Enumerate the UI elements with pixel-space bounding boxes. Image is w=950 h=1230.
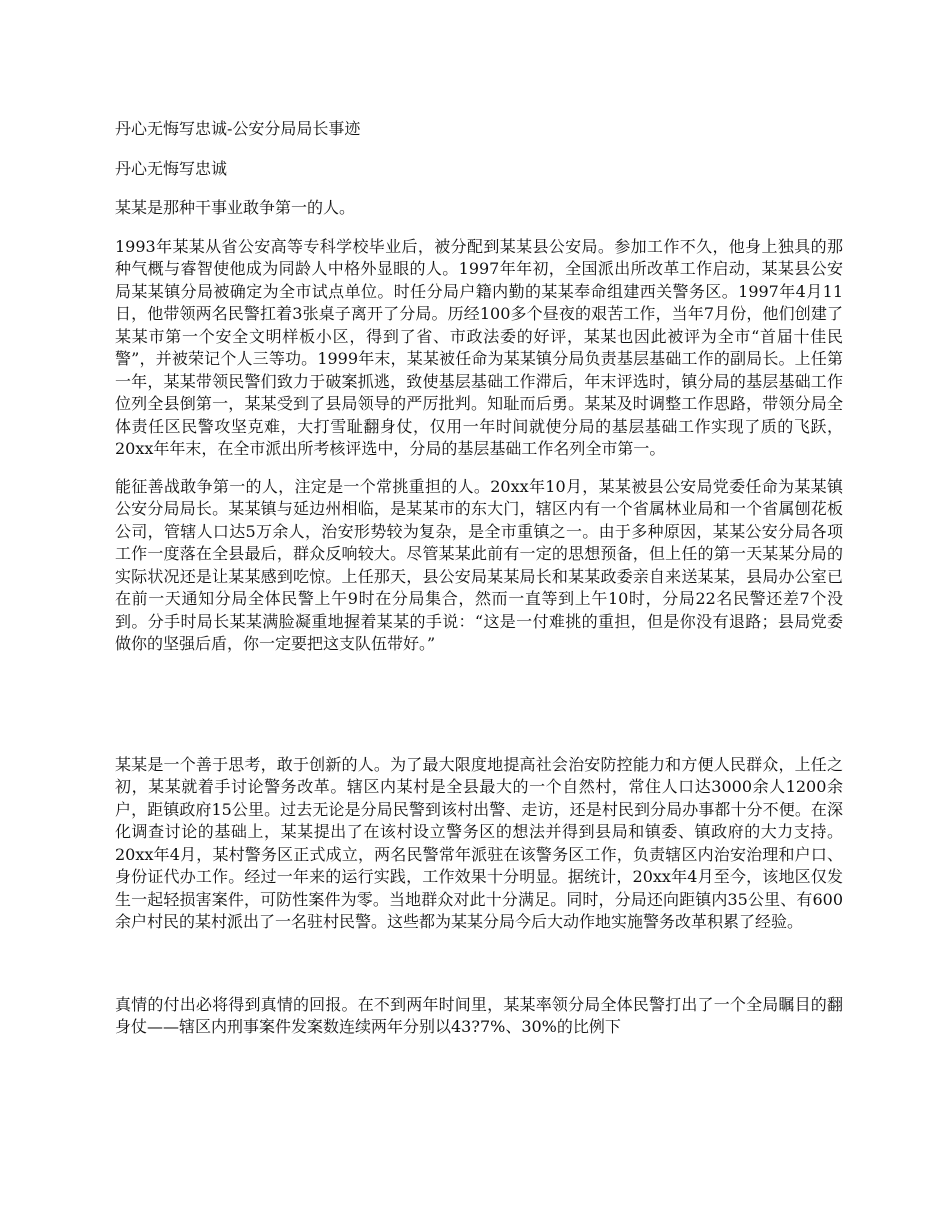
body-paragraph-3: 某某是一个善于思考，敢于创新的人。为了最大限度地提高社会治安防控能力和方便人民群众，上任之初，某某就着手讨论警务改革。辖区内某村是全县最大的一个自然村，常住人口达3000余人1200余户，距镇政府15公里。过去无论是分局民警到该村出警、走访，还是村民到分局办事都十分不便。在深化调查讨论的基础上，某某提出了在该村设立警务区的想法并得到县局和镇委、镇政府的大力支持。20xx年4月，某村警务区正式成立，两名民警常年派驻在该警务区工作，负责辖区内治安治理和户口、身份证代办工作。经过一年来的运行实践，工作效果十分明显。据统计，20xx年4月至今，该地区仅发生一起轻损害案件，可防性案件为零。当地群众对此十分满足。同时，分局还向距镇内35公里、有600余户村民的某村派出了一名驻村民警。这些都为某某分局今后大动作地实施警务改革积累了经验。 <box>115 754 843 931</box>
body-paragraph-2: 能征善战敢争第一的人，注定是一个常挑重担的人。20xx年10月，某某被县公安局党委任命为某某镇公安分局局长。某某镇与延边州相临，是某某市的东大门，辖区内有一个省属林业局和一个省属刨花板公司，管辖人口达5万余人，治安形势较为复杂，是全市重镇之一。由于多种原因，某某公安分局各项工作一度落在全县最后，群众反响较大。尽管某某此前有一定的思想预备，但上任的第一天某某分局的实际状况还是让某某感到吃惊。上任那天，县公安局某某局长和某某政委亲自来送某某，县局办公室已在前一天通知分局全体民警上午9时在分局集合，然而一直等到上午10时，分局22名民警还差7个没到。分手时局长某某满脸凝重地握着某某的手说：“这是一付难挑的重担，但是你没有退路；县局党委做你的坚强后盾，你一定要把这支队伍带好。” <box>115 476 843 653</box>
body-paragraph-4: 真情的付出必将得到真情的回报。在不到两年时间里，某某率领分局全体民警打出了一个全局瞩目的翻身仗——辖区内刑事案件发案数连续两年分别以43?7%、30%的比例下 <box>115 994 843 1036</box>
document-title: 丹心无悔写忠诚-公安分局局长事迹 <box>115 119 361 138</box>
body-paragraph-1: 1993年某某从省公安高等专科学校毕业后，被分配到某某县公安局。参加工作不久，他身上独具的那种气概与睿智使他成为同龄人中格外显眼的人。1997年年初，全国派出所改革工作启动，某某县公安局某某镇分局被确定为全市试点单位。时任分局户籍内勤的某某奉命组建西关警务区。1997年4月11日，他带领两名民警扛着3张桌子离开了分局。历经100多个昼夜的艰苦工作，当年7月份，他们创建了某某市第一个安全文明样板小区，得到了省、市政法委的好评，某某也因此被评为全市“首届十佳民警”，并被荣记个人三等功。1999年末，某某被任命为某某镇分局负责基层基础工作的副局长。上任第一年，某某带领民警们致力于破案抓逃，致使基层基础工作滞后，年末评选时，镇分局的基层基础工作位列全县倒第一，某某受到了县局领导的严厉批判。知耻而后勇。某某及时调整工作思路，带领分局全体责任区民警攻坚克难，大打雪耻翻身仗，仅用一年时间就使分局的基层基础工作实现了质的飞跃，20xx年年末，在全市派出所考核评选中，分局的基层基础工作名列全市第一。 <box>115 236 843 458</box>
document-subtitle: 丹心无悔写忠诚 <box>115 158 228 178</box>
document-page <box>115 118 843 1039</box>
lead-paragraph: 某某是那种干事业敢争第一的人。 <box>115 198 356 217</box>
